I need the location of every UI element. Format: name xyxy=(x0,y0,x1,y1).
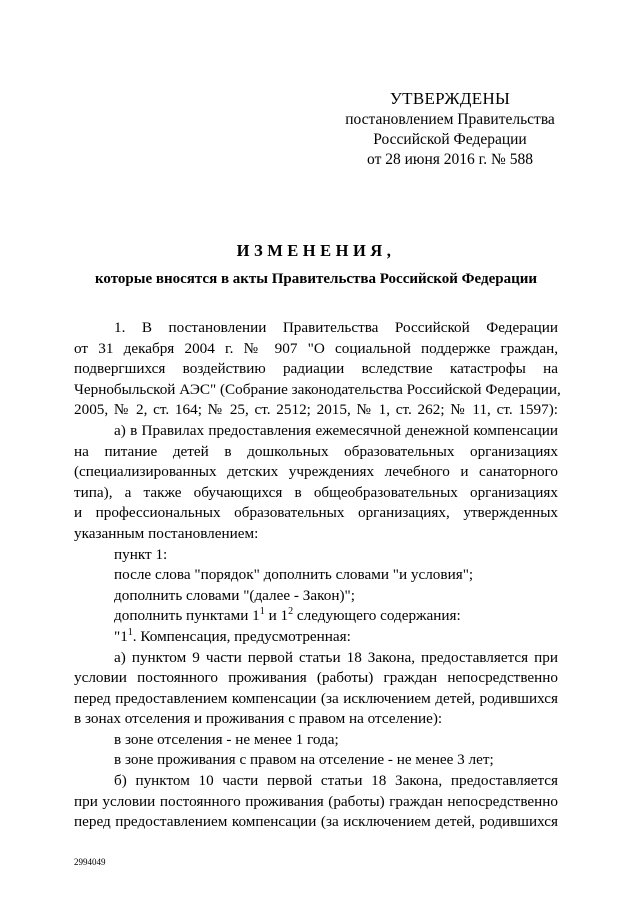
body-line xyxy=(74,627,558,648)
body-line: перед предоставлением компенсации (за исключением детей, родившихся xyxy=(74,813,558,831)
document-code: 2994049 xyxy=(74,857,106,867)
document-body xyxy=(74,318,561,833)
approval-heading: УТВЕРЖДЕНЫ xyxy=(389,89,511,108)
body-line: б) пунктом 10 части первой статьи 18 Закона, предоставляется xyxy=(114,772,558,790)
body-line: типа), а также обучающихся в общеобразовательных организациях xyxy=(74,483,558,501)
superscript: 1 xyxy=(259,606,265,618)
document-heading xyxy=(74,240,558,289)
body-line: при условии постоянного проживания (работы) граждан непосредственно xyxy=(74,792,558,810)
body-line xyxy=(74,606,558,627)
body-line: 2005, № 2, ст. 164; № 25, ст. 2512; 2015, № 1, ст. 262; № 11, ст. 1597): xyxy=(74,401,558,419)
superscript: 2 xyxy=(288,606,294,618)
body-line: (специализированных детских учреждениях лечебного и санаторного xyxy=(74,463,558,481)
body-line: от 31 декабря 2004 г. № 907 "О социальной поддержке граждан, xyxy=(74,339,558,357)
superscript: 1 xyxy=(127,626,133,638)
approval-stamp-block xyxy=(330,88,570,170)
body-line: в зоне отселения - не менее 1 года; xyxy=(114,730,339,748)
body-line: указанным постановлением: xyxy=(74,524,259,542)
body-text: . Компенсация, предусмотренная: xyxy=(132,627,351,645)
document-subtitle: которые вносятся в акты Правительства Российской Федерации xyxy=(94,271,538,287)
body-line: на питание детей в дошкольных образовательных организациях xyxy=(74,442,558,460)
body-line: 1. В постановлении Правительства Российской Федерации xyxy=(114,319,558,336)
body-line: в зоне проживания с правом на отселение - не менее 3 лет; xyxy=(114,751,494,769)
approval-issuer: постановлением Правительства xyxy=(345,111,555,128)
body-line: после слова "порядок" дополнить словами "и условия"; xyxy=(114,566,474,584)
body-line: и профессиональных образовательных организациях, утвержденных xyxy=(74,504,558,522)
approval-authority: Российской Федерации xyxy=(373,131,527,148)
body-text: и 1 xyxy=(264,607,289,625)
body-text: дополнить пунктами 1 xyxy=(114,607,260,625)
document-title: ИЗМЕНЕНИЯ, xyxy=(236,241,396,260)
body-line: а) пунктом 9 части первой статьи 18 Закона, предоставляется при xyxy=(114,648,558,666)
body-line: дополнить словами "(далее - Закон)"; xyxy=(114,586,355,604)
body-text: "1 xyxy=(114,627,128,645)
body-line: пункт 1: xyxy=(114,545,168,563)
body-text: следующего содержания: xyxy=(293,607,461,625)
body-line: перед предоставлением компенсации (за исключением детей, родившихся xyxy=(74,689,558,707)
body-line: условии постоянного проживания (работы) граждан непосредственно xyxy=(74,669,558,687)
body-line: подвергшихся воздействию радиации вследствие катастрофы на xyxy=(74,360,558,378)
approval-date-number: от 28 июня 2016 г. № 588 xyxy=(367,151,533,168)
body-line: а) в Правилах предоставления ежемесячной денежной компенсации xyxy=(114,421,558,439)
body-line: в зонах отселения и проживания с правом на отселение): xyxy=(74,710,443,728)
body-line: Чернобыльской АЭС" (Собрание законодательства Российской Федерации, xyxy=(74,380,561,398)
